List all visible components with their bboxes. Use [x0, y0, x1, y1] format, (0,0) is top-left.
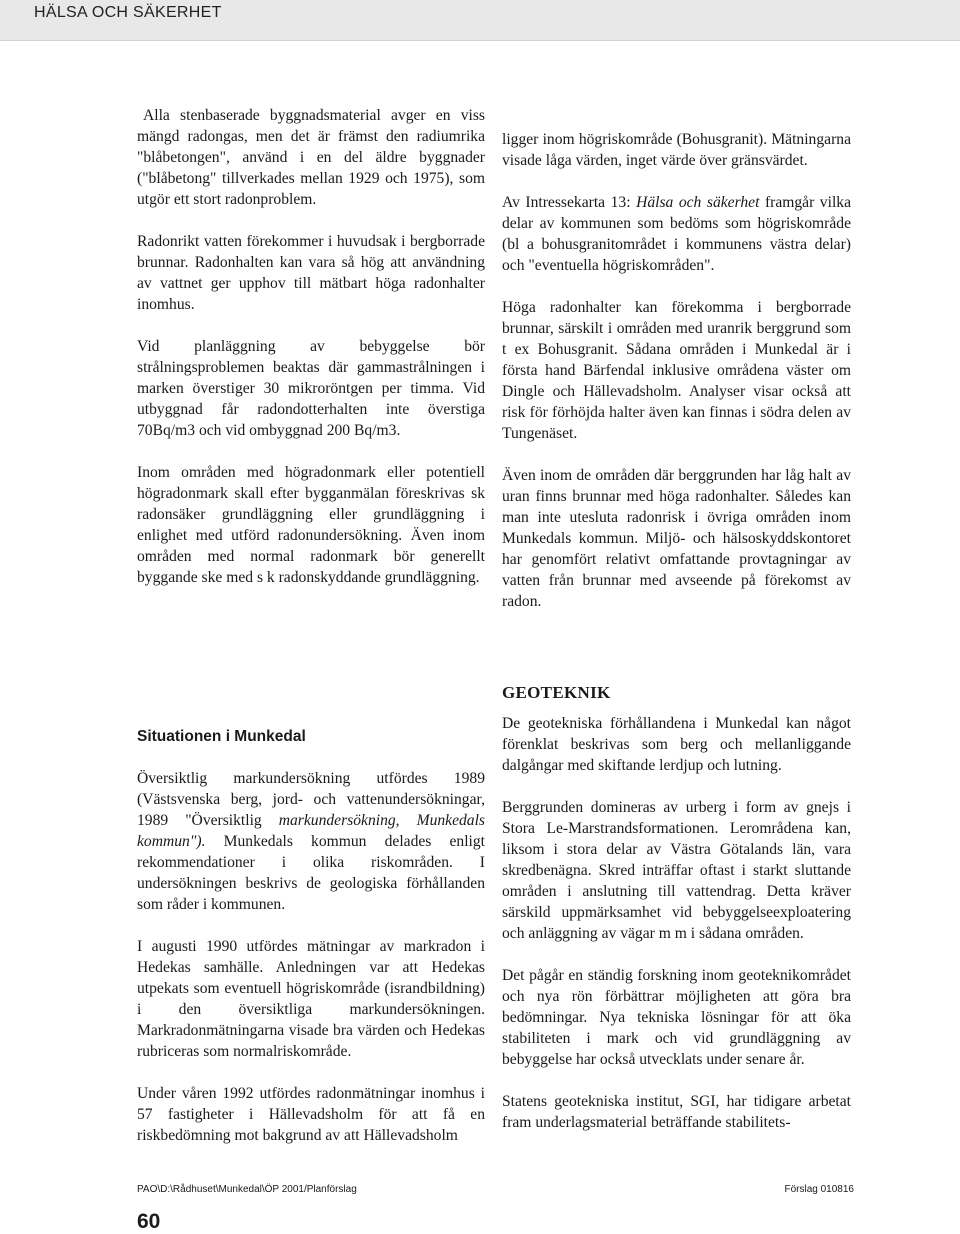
paragraph: Statens geotekniska institut, SGI, har tidigare arbetat fram underlagsmaterial beträffande stabilitets-: [502, 1093, 851, 1131]
section-heading: Situationen i Munkedal: [137, 728, 306, 745]
page-number: 60: [137, 1210, 161, 1233]
geoteknik-section: [502, 682, 851, 1154]
paragraph: De geotekniska förhållandena i Munkedal kan något förenklat beskrivas som berg och mellanliggande dalgångar med skiftande lerdjup och lutning.: [502, 715, 851, 774]
paragraph: Alla stenbaserade byggnadsmaterial avger en viss mängd radongas, men det är främst den radiumrika "blåbetongen", använd i en del äldre byggnader ("blåbetong" tillverkades mellan 1929 och 1975), som utgör ett stort radonproblem.: [137, 107, 485, 208]
paragraph: Vid planläggning av bebyggelse bör strålningsproblemen beaktas där gammastrålningen i marken överstiger 30 mikroröntgen per timma. Vid utbyggnad får radondotterhalten inte överstiga 70Bq/m3 och vid ombyggnad 200 Bq/m3.: [137, 338, 485, 439]
text-run: Översiktlig markundersökning utfördes 1989 (Västsvenska berg, jord- och vattenundersökningar, 1989 "Översiktlig: [137, 770, 485, 829]
left-column-top: [137, 105, 485, 609]
text-run: framgår vilka delar av kommunen som bedöms som högriskområde (bl a bohusgranitområdet i kommunens västra delar) och "eventuella högriskområden".: [502, 194, 851, 274]
text-run: Av Intressekarta 13:: [502, 194, 637, 211]
header-band: [0, 0, 960, 41]
paragraph: I augusti 1990 utfördes mätningar av markradon i Hedekas samhälle. Anledningen var att Hedekas utpekats som eventuell högriskområde (israndbildning) i den översiktliga markundersökningen. Markradonmätningarna visade bra värden och Hedekas rubriceras som normalriskområde.: [137, 938, 485, 1060]
paragraph: Under våren 1992 utfördes radonmätningar inomhus i 57 fastigheter i Hällevadsholm för att få en riskbedömning mot bakgrund av att Hällevadsholm: [137, 1085, 485, 1144]
paragraph: Det pågår en ständig forskning inom geoteknikområdet och nya rön förbättrar möjligheten att göra bra bedömningar. Nya tekniska lösningar för att öka stabiliteten i mark och vid grundläggning av bebyggelse har också utvecklats under senare år.: [502, 967, 851, 1068]
paragraph: Radonrikt vatten förekommer i huvudsak i bergborrade brunnar. Radonhalten kan vara så hög att användning av vattnet ger upphov till mätbart höga radonhalter inomhus.: [137, 233, 485, 313]
section-heading: GEOTEKNIK: [502, 683, 611, 702]
paragraph: Inom områden med högradonmark eller potentiell högradonmark skall efter bygganmälan föreskrivas sk radonsäker grundläggning eller grundläggning i enlighet med utförd radonundersökning. Även inom områden med normal radonmark bör generellt byggande ske med s k radonskyddande grundläggning.: [137, 464, 485, 586]
text-run: Munkedals kommun delades enligt rekommendationer i olika riskområden. I undersökningen beskrivs de geologiska förhållanden som råder i kommunen.: [137, 833, 485, 913]
paragraph: ligger inom högriskområde (Bohusgranit). Mätningarna visade låga värden, inget värde över gränsvärdet.: [502, 131, 851, 169]
italic-citation: markundersökning, Munkedals kommun").: [137, 812, 485, 850]
italic-map-title: Hälsa och säkerhet: [636, 194, 760, 211]
situation-section: [137, 726, 485, 1167]
paragraph: Även inom de områden där berggrunden har låg halt av uran finns brunnar med höga radonhalter. Således kan man inte utesluta radonrisk i övriga områden inom Munkedals kommun. Miljö- och hälsoskyddskontoret har genomfört relativt omfattande provtagningar av vatten från brunnar med avseende på förekomst av radon.: [502, 467, 851, 610]
paragraph: Höga radonhalter kan förekomma i bergborrade brunnar, särskilt i områden med uranrik berggrund som t ex Bohusgranit. Sådana områden i Munkedal är i första hand Bärfendal inklusive områdena väster om Dingle och Hällevadsholm. Analyser visar också att risk för förhöjda halter även kan finnas i södra delen av Tungenäset.: [502, 299, 851, 442]
paragraph: Berggrunden domineras av urberg i form av gnejs i Stora Le-Marstrandsformationen. Lerområdena kan, liksom i stora delar av Västra Götalands län, vara skredbenägna. Skred inträffar oftast i starkt sluttande områden i anslutning till vattendrag. Detta kräver särskild uppmärksamhet vid bebyggelseexploatering och anläggning av vägar m m i sådana områden.: [502, 799, 851, 942]
paragraph: [502, 192, 851, 276]
header-title: HÄLSA OCH SÄKERHET: [34, 4, 222, 21]
footer-file-path: PAO\D:\Rådhuset\Munkedal\ÖP 2001/Planförslag: [137, 1184, 357, 1195]
footer-version: Förslag 010816: [784, 1184, 854, 1195]
right-column-top: [502, 129, 851, 633]
paragraph: [137, 768, 485, 915]
